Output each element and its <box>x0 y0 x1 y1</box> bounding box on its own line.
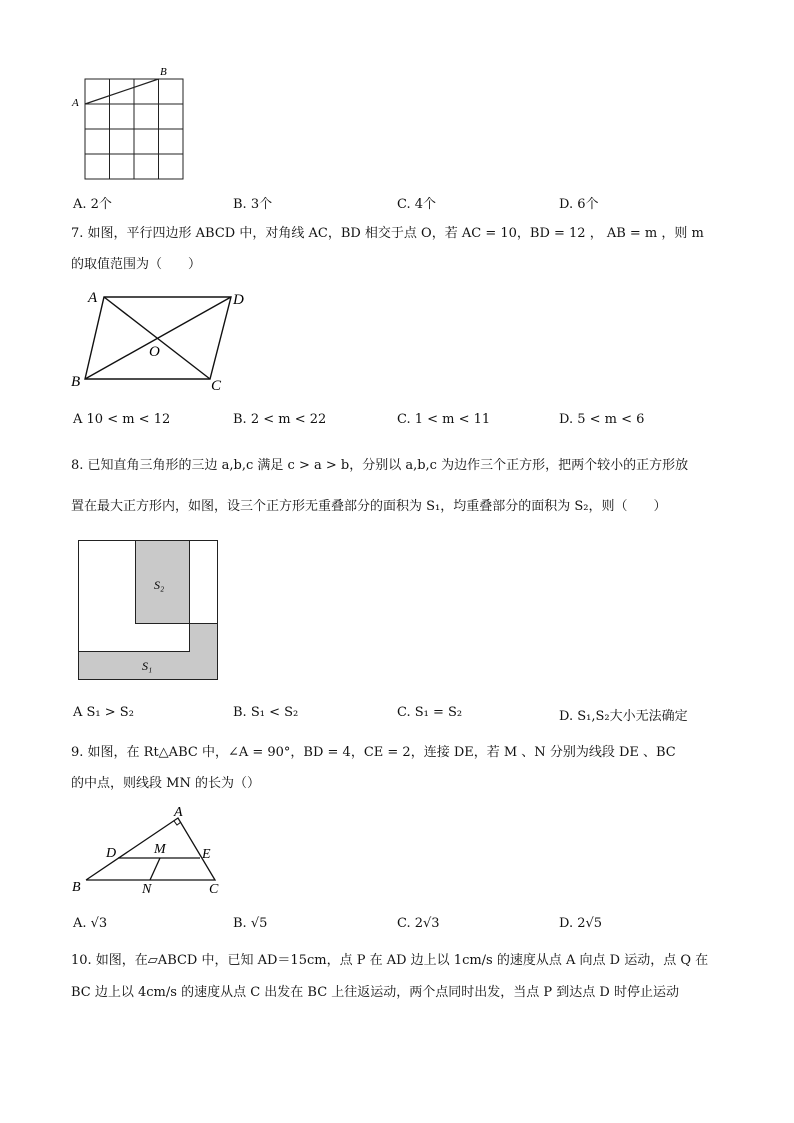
q6-option-b[interactable]: B. 3个 <box>233 197 273 212</box>
q8-option-d[interactable]: D. S₁,S₂大小无法确定 <box>559 709 688 724</box>
q9-option-c[interactable]: C. 2√3 <box>397 916 440 931</box>
q6-option-c[interactable]: C. 4个 <box>397 197 437 212</box>
q9-triangle-figure <box>70 805 230 900</box>
label-n: N <box>142 882 152 897</box>
q8-option-b[interactable]: B. S₁ < S₂ <box>233 705 299 720</box>
label-d: D <box>233 292 244 308</box>
q8-stem-line2: 置在最大正方形内，如图，设三个正方形无重叠部分的面积为 S₁，均重叠部分的面积为 S₂，则（ ） <box>71 499 667 514</box>
label-o: O <box>149 344 160 360</box>
q7-stem-line2: 的取值范围为（ ） <box>71 257 202 272</box>
q10-stem-line1: 10. 如图，在▱ABCD 中，已知 AD＝15cm，点 P 在 AD 边上以 1cm/s 的速度从点 A 向点 D 运动，点 Q 在 <box>71 953 709 968</box>
q7-option-a[interactable]: A 10 < m < 12 <box>73 412 171 427</box>
q9-option-b[interactable]: B. √5 <box>233 916 268 931</box>
q10-stem-line2: BC 边上以 4cm/s 的速度从点 C 出发在 BC 上往返运动，两个点同时出发，当点 P 到达点 D 时停止运动 <box>71 985 679 1000</box>
label-a: A <box>88 290 98 306</box>
q9-option-a[interactable]: A. √3 <box>73 916 108 931</box>
label-b: B <box>71 374 81 390</box>
label-c: C <box>211 378 222 394</box>
q6-grid-figure <box>70 62 190 184</box>
q9-option-d[interactable]: D. 2√5 <box>559 916 603 931</box>
label-s2: S₂ <box>154 578 165 592</box>
q8-stem-line1: 8. 已知直角三角形的三边 a,b,c 满足 c > a > b，分别以 a,b,c 为边作三个正方形，把两个较小的正方形放 <box>71 458 689 473</box>
label-d: D <box>106 846 117 861</box>
q7-option-d[interactable]: D. 5 < m < 6 <box>559 412 645 427</box>
q9-stem-line1: 9. 如图，在 Rt△ABC 中，∠A = 90°，BD = 4，CE = 2，连接 DE，若 M 、N 分别为线段 DE 、BC <box>71 745 676 760</box>
label-s1: S₁ <box>142 659 153 673</box>
label-b: B <box>160 66 167 78</box>
segment-ab <box>85 79 159 104</box>
q7-parallelogram-figure <box>66 285 256 395</box>
q7-option-c[interactable]: C. 1 < m < 11 <box>397 412 491 427</box>
q8-option-c[interactable]: C. S₁ = S₂ <box>397 705 463 720</box>
q8-option-a[interactable]: A S₁ > S₂ <box>73 705 134 720</box>
q7-option-b[interactable]: B. 2 < m < 22 <box>233 412 327 427</box>
label-m: M <box>154 842 166 857</box>
label-b: B <box>72 880 81 895</box>
q8-squares-figure <box>78 540 220 682</box>
q7-stem-line1: 7. 如图，平行四边形 ABCD 中，对角线 AC，BD 相交于点 O，若 AC = 10，BD = 12 ， AB = m ，则 m <box>71 226 704 241</box>
q9-stem-line2: 的中点，则线段 MN 的长为（） <box>71 776 260 791</box>
q6-option-d[interactable]: D. 6个 <box>559 197 599 212</box>
label-a: A <box>72 97 79 109</box>
label-a: A <box>174 805 183 820</box>
label-e: E <box>202 847 211 862</box>
label-c: C <box>209 882 219 897</box>
q6-option-a[interactable]: A. 2个 <box>73 197 112 212</box>
